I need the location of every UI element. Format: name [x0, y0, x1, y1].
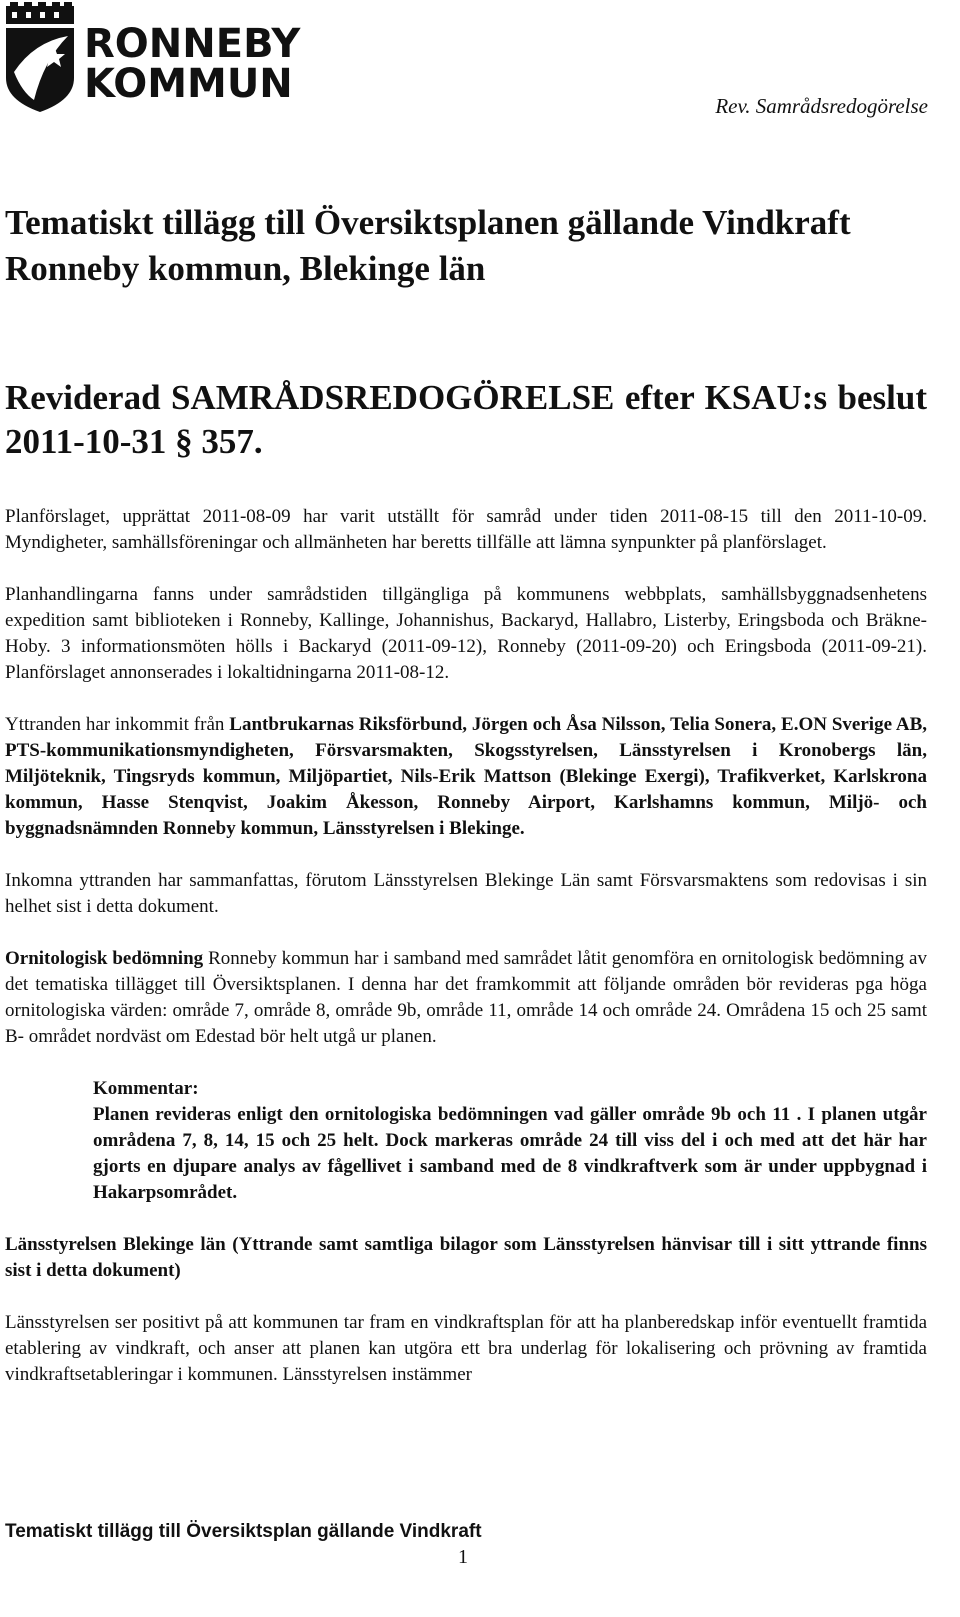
ornithology-heading: Ornitologisk bedömning	[5, 948, 204, 969]
paragraph-summary-note: Inkomna yttranden har sammanfattas, förutom Länsstyrelsen Blekinge Län samt Försvarsmaktens som redovisas i sin helhet sist i detta dokument.	[5, 870, 927, 917]
comment-text: Planen revideras enligt den ornitologiska bedömningen vad gäller område 9b och 11 . I planen utgår områdena 7, 8, 14, 15 och 25 helt. Dock markeras område 24 till viss del i och med att det här har gjorts en djupare analys av fågellivet i samband med de 8 vindkraftverk som är under uppbygnad i Hakarpsområdet.	[93, 1104, 927, 1203]
document-subtitle: Reviderad SAMRÅDSREDOGÖRELSE efter KSAU:s beslut 2011-10-31 § 357.	[5, 378, 927, 461]
coat-of-arms-icon	[4, 2, 76, 114]
section-heading-lansstyrelsen	[5, 1232, 927, 1284]
ornithology-text: Ronneby kommun har i samband med samrådet låtit genomföra en ornitologisk bedömning av det tematiska tillägget till Översiktsplanen. I denna har det framkommit att följande områden bör revideras pga höga ornitologiska värden: område 7, område 8, område 9b, område 11, område 14 och område 24. Områdena 15 och 25 samt B- området nordväst om Edestad bör helt utgå ur planen.	[5, 948, 927, 1047]
document-type: Rev. Samrådsredogörelse	[715, 94, 928, 118]
paragraph-ornithology	[5, 946, 927, 1050]
footer-title: Tematiskt tillägg till Översiktsplan gällande Vindkraft	[5, 1521, 482, 1542]
lansstyrelsen-heading-text: Länsstyrelsen Blekinge län (Yttrande samt samtliga bilagor som Länsstyrelsen hänvisar till i sitt yttrande finns sist i detta dokument)	[5, 1234, 927, 1281]
paragraph-lansstyrelsen: Länsstyrelsen ser positivt på att kommunen tar fram en vindkraftsplan för att ha planberedskap inför eventuellt framtida etablering av vindkraft, och anser att planen kan utgöra ett bra underlag för lokalisering och prövning av framtida vindkraftsetableringar i kommunen. Länsstyrelsen instämmer	[5, 1312, 927, 1385]
page-number: 1	[458, 1546, 468, 1568]
municipality-logo	[4, 2, 301, 114]
respondents-list: Lantbrukarnas Riksförbund, Jörgen och Åsa Nilsson, Telia Sonera, E.ON Sverige AB, PTS-kommunikationsmyndigheten, Försvarsmakten, Skogsstyrelsen, Länsstyrelsen i Kronobergs län, Miljöteknik, Tingsryds kommun, Miljöpartiet, Nils-Erik Mattson (Blekinge Exergi), Trafikverket, Karlskrona kommun, Hasse Stenqvist, Joakim Åkesson, Ronneby Airport, Karlshamns kommun, Miljö- och byggnadsnämnden Ronneby kommun, Länsstyrelsen i Blekinge.	[5, 714, 927, 839]
paragraph-respondents	[5, 712, 927, 842]
paragraph-availability: Planhandlingarna fanns under samrådstiden tillgängliga på kommunens webbplats, samhällsbyggnadsenhetens expedition samt biblioteken i Ronneby, Kallinge, Johannishus, Backaryd, Hallabro, Listerby, Eringsboda och Bräkne-Hoby. 3 informationsmöten hölls i Backaryd (2011-09-12), Ronneby (2011-09-20) och Eringsboda (2011-09-21). Planförslaget annonserades i lokaltidningarna 2011-08-12.	[5, 584, 927, 683]
document-title: Tematiskt tillägg till Översiktsplanen gällande Vindkraft Ronneby kommun, Blekinge län	[5, 203, 851, 288]
logo-line-2: KOMMUN	[84, 61, 293, 107]
respondents-intro: Yttranden har inkommit från	[5, 714, 230, 735]
paragraph-consultation-period: Planförslaget, upprättat 2011-08-09 har varit utställt för samråd under tiden 2011-08-15 till den 2011-10-09. Myndigheter, samhällsföreningar och allmänheten har beretts tillfälle att lämna synpunkter på planförslaget.	[5, 506, 927, 553]
logo-wordmark	[84, 21, 301, 107]
comment-heading: Kommentar:	[93, 1078, 199, 1099]
logo-line-1: RONNEBY	[84, 21, 301, 67]
document-body	[5, 504, 927, 1388]
